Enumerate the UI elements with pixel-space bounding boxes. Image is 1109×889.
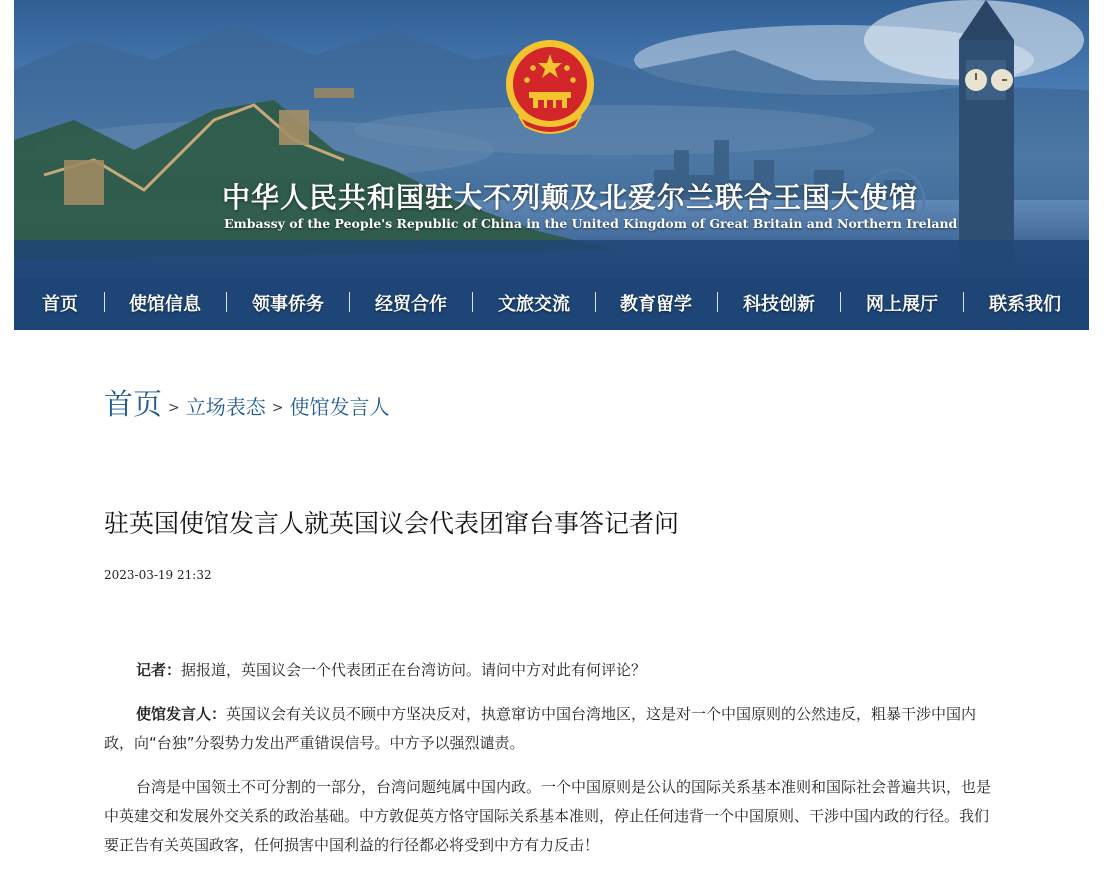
main-navigation <box>14 278 1089 324</box>
breadcrumb-link-spokesperson[interactable]: 使馆发言人 <box>289 395 390 419</box>
article-title: 驻英国使馆发言人就英国议会代表团窜台事答记者问 <box>104 509 680 538</box>
nav-separator <box>226 292 227 312</box>
national-emblem-icon <box>505 36 595 136</box>
nav-separator <box>349 292 350 312</box>
speaker-label: 记者： <box>136 661 182 679</box>
nav-item-technology[interactable]: 科技创新 <box>743 294 815 315</box>
article-date: 2023-03-19 21:32 <box>104 568 212 582</box>
header-banner <box>14 0 1089 330</box>
nav-separator <box>963 292 964 312</box>
nav-separator <box>717 292 718 312</box>
nav-separator <box>472 292 473 312</box>
breadcrumb-link-position[interactable]: 立场表态 <box>185 395 266 419</box>
nav-item-contact[interactable]: 联系我们 <box>989 294 1061 315</box>
article-paragraph <box>104 773 996 860</box>
speaker-label: 使馆发言人： <box>136 705 227 723</box>
nav-separator <box>104 292 105 312</box>
embassy-title-chinese: 中华人民共和国驻大不列颠及北爱尔兰联合王国大使馆 <box>222 181 919 214</box>
paragraph-text: 台湾是中国领土不可分割的一部分，台湾问题纯属中国内政。一个中国原则是公认的国际关系基本准则和国际社会普遍共识，也是中英建交和发展外交关系的政治基础。中方敦促英方恪守国际关系基本准则，停止任何违背一个中国原则、干涉中国内政的行径。我们要正告有关英国政客，任何损害中国利益的行径都必将受到中方有力反击！ <box>104 778 992 854</box>
nav-item-exhibition[interactable]: 网上展厅 <box>866 294 938 315</box>
breadcrumb-home-link[interactable]: 首页 <box>104 387 163 421</box>
nav-item-consular[interactable]: 领事侨务 <box>252 294 324 315</box>
nav-item-trade[interactable]: 经贸合作 <box>375 294 447 315</box>
paragraph-text: 据报道，英国议会一个代表团正在台湾访问。请问中方对此有何评论？ <box>181 661 647 679</box>
nav-separator <box>595 292 596 312</box>
article-paragraph <box>104 656 996 685</box>
paragraph-text: 英国议会有关议员不顾中方坚决反对，执意窜访中国台湾地区，这是对一个中国原则的公然违反，粗暴干涉中国内政，向“台独”分裂势力发出严重错误信号。中方予以强烈谴责。 <box>104 705 977 752</box>
nav-item-home[interactable]: 首页 <box>42 294 78 315</box>
breadcrumb-separator: > <box>271 400 284 416</box>
breadcrumb-separator: > <box>168 400 180 416</box>
article-body <box>104 656 996 875</box>
nav-item-culture[interactable]: 文旅交流 <box>498 294 570 315</box>
embassy-title-english: Embassy of the People's Republic of China in the United Kingdom of Great Britain and Northern Ireland <box>224 216 958 231</box>
breadcrumb <box>104 382 389 423</box>
article-paragraph <box>104 700 996 758</box>
nav-item-education[interactable]: 教育留学 <box>620 294 692 315</box>
nav-separator <box>840 292 841 312</box>
nav-item-embassy-info[interactable]: 使馆信息 <box>129 294 201 315</box>
